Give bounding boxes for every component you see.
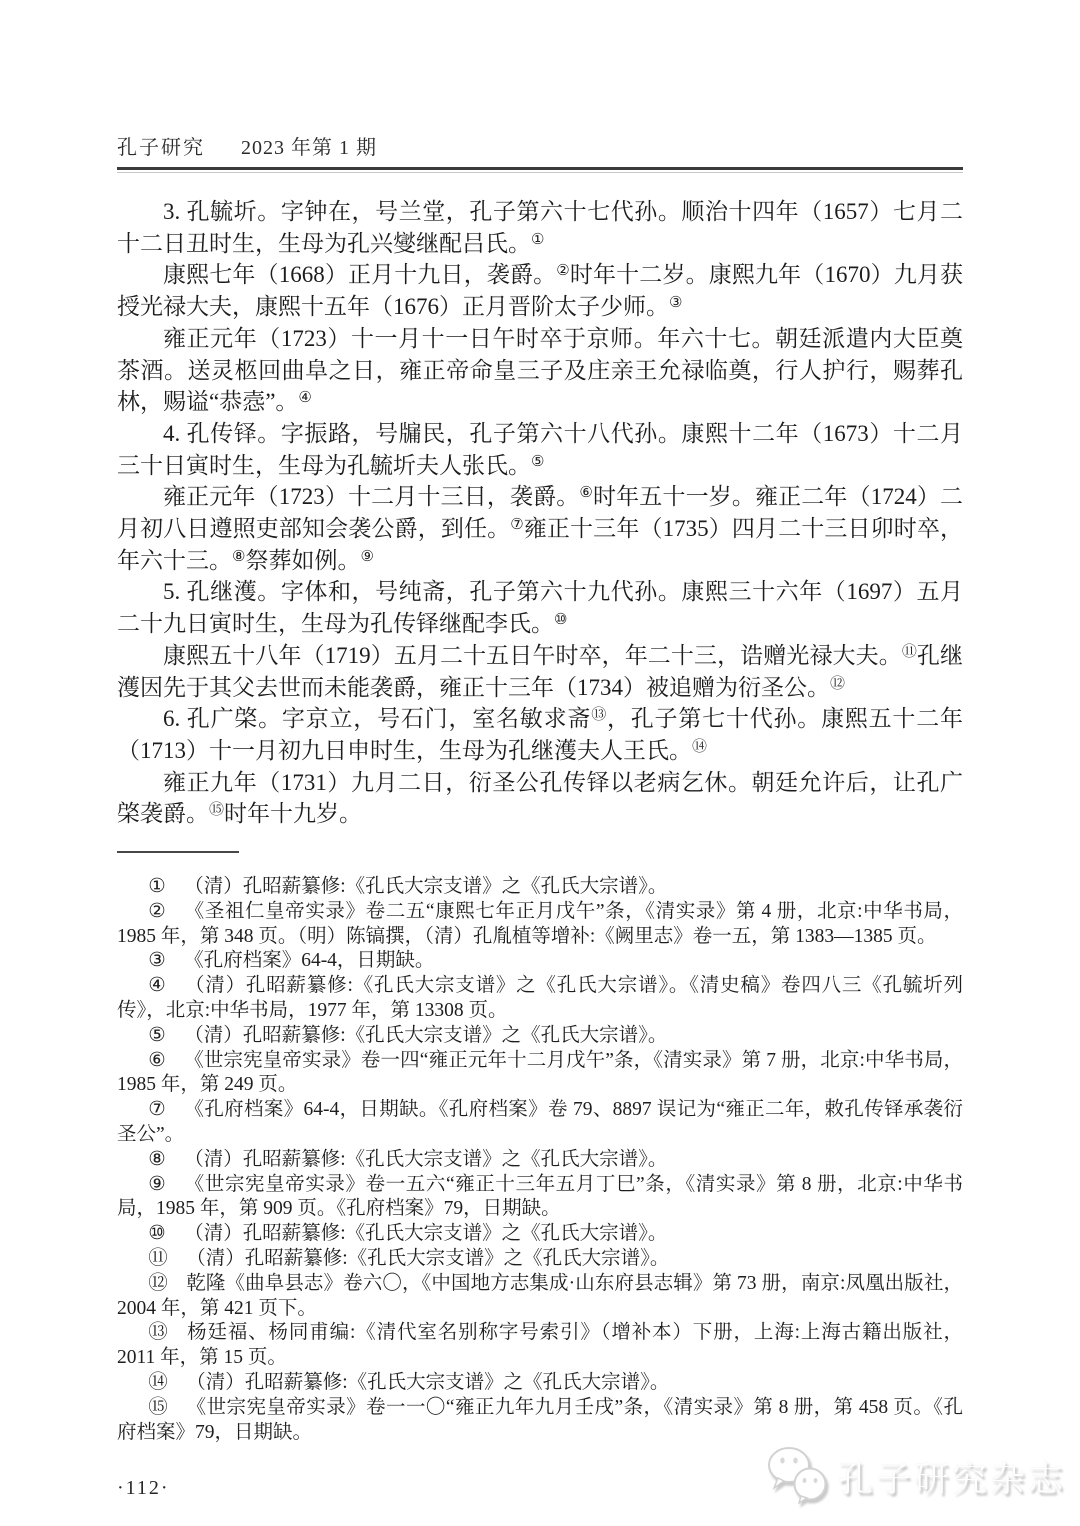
body-paragraph [117,323,963,418]
body-paragraph [117,418,963,481]
text-run: 孔继濩因先于其父去世而未能袭爵，雍正十三年（1734）被追赠为衍圣公。 [117,642,963,700]
footnote-number: ② [148,900,167,922]
body-paragraph [117,481,963,576]
running-header [117,0,963,167]
footnote-item [117,1247,963,1272]
issue-info: 2023 年第 1 期 [241,137,377,159]
text-run: 时年五十一岁。雍正二年（1724）二月初八日遵照吏部知会袭公爵，到任。 [117,484,964,542]
footnote-item [117,1148,963,1173]
footnote-ref: ⑨ [360,548,374,565]
footnote-text: 《世宗宪皇帝实录》卷一一〇“雍正九年九月壬戌”条，《清实录》第 8 册，第 458 页。《孔府档案》79，日期缺。 [117,1396,963,1443]
footnote-number: ⑥ [148,1049,166,1071]
wechat-icon [764,1444,830,1509]
watermark-label: 孔子研究杂志 [837,1459,1066,1499]
text-run: 康熙七年（1668）正月十九日，袭爵。 [163,262,557,288]
footnote-ref: ④ [298,390,312,407]
footnote-text: （清）孔昭薪纂修:《孔氏大宗支谱》之《孔氏大宗谱》。《清史稿》卷四八三《孔毓圻列传》，北京:中华书局，1977 年，第 13308 页。 [117,975,963,1022]
footnote-item [117,875,963,900]
footnote-item [117,900,963,950]
footnote-item [117,1396,963,1446]
body-paragraph [117,640,963,703]
header-rule [117,167,963,170]
footnote-text: 《孔府档案》64-4，日期缺。 [184,950,435,972]
footnote-ref: ⑧ [232,548,246,565]
footnote-ref: ③ [669,295,683,312]
article-paragraphs [117,173,963,830]
text-run: 3. 孔毓圻。字钟在，号兰堂，孔子第六十七代孙。顺治十四年（1657）七月二十二日丑时生，生母为孔兴燮继配吕氏。 [117,199,963,256]
footnote-number: ④ [148,975,167,997]
text-run: 时年十九岁。 [224,801,363,827]
footnote-item [117,1321,963,1371]
footnote-ref: ⑭ [692,738,708,755]
text-run: 4. 孔传铎。字振路，号牖民，孔子第六十八代孙。康熙十二年（1673）十二月三十日寅时生，生母为孔毓圻夫人张氏。 [117,420,963,478]
footnote-text: 杨廷福、杨同甫编:《清代室名别称字号索引》（增补本）下册，上海:上海古籍出版社， 2011 年，第 15 页。 [117,1322,963,1369]
watermark [764,1444,1066,1509]
footnote-ref: ⑥ [579,485,594,502]
footnote-ref: ⑤ [531,453,545,470]
text-run: 6. 孔广棨。字京立，号石门，室名敏求斋 [163,706,592,732]
footnote-text: 《世宗宪皇帝实录》卷一五六“雍正十三年五月丁巳”条，《清实录》第 8 册，北京:中华书局，1985 年，第 909 页。《孔府档案》79，日期缺。 [117,1173,963,1220]
text-run: 雍正元年（1723）十一月十一日午时卒于京师。年六十七。朝廷派遣内大臣奠茶酒。送灵柩回曲阜之日，雍正帝命皇三子及庄亲王允禄临奠，行人护行，赐葬孔林，赐谥“恭悫”。 [117,325,963,415]
body-paragraph [117,259,963,322]
footnote-number: ⑤ [148,1024,166,1046]
body-paragraph [117,703,963,766]
text-run: 时年十二岁。康熙九年（1670）九月获授光禄大夫，康熙十五年（1676）正月晋阶太子少师。 [117,262,964,320]
footnote-number: ⑧ [148,1148,166,1170]
footnote-number: ⑪ [148,1248,168,1270]
footnote-ref: ⑦ [510,517,524,534]
footnote-list [117,853,963,1445]
body-paragraph [117,767,963,830]
footnote-ref: ⑮ [209,802,225,819]
footnote-item [117,1222,963,1247]
footnote-item [117,949,963,974]
text-run: 5. 孔继濩。字体和，号纯斋，孔子第六十九代孙。康熙三十六年（1697）五月二十九日寅时生，生母为孔传铎继配李氏。 [117,579,963,637]
footnote-number: ③ [148,950,166,972]
page-number: ·112· [117,1477,170,1500]
journal-title: 孔子研究 [117,137,205,159]
footnote-text: （清）孔昭薪纂修:《孔氏大宗支谱》之《孔氏大宗谱》。 [186,1248,670,1270]
text-run: 雍正元年（1723）十二月十三日，袭爵。 [163,484,580,510]
footnote-text: （清）孔昭薪纂修:《孔氏大宗支谱》之《孔氏大宗谱》。 [184,1223,668,1245]
footnote-text: （清）孔昭薪纂修:《孔氏大宗支谱》之《孔氏大宗谱》。 [184,1148,668,1170]
footnote-ref: ① [531,231,545,248]
footnote-text: 《孔府档案》64-4，日期缺。《孔府档案》卷 79、8897 误记为“雍正二年，敕孔传铎承袭衍圣公”。 [117,1099,963,1146]
footnote-ref: ⑫ [830,675,846,692]
footnote-number: ⑩ [148,1223,166,1245]
footnote-number: ⑭ [148,1372,168,1393]
footnote-ref: ⑪ [901,643,917,660]
footnote-item [117,1272,963,1322]
footnote-item [117,1371,963,1396]
footnote-text: 《圣祖仁皇帝实录》卷二五“康熙七年正月戊午”条，《清实录》第 4 册，北京:中华书局，1985 年，第 348 页。（明）陈镐撰，（清）孔胤植等增补:《阙里志》卷一五，第 1383—1385 页。 [117,900,963,947]
footnote-ref: ② [556,263,570,280]
footnote-item [117,1173,963,1223]
text-run: 雍正十三年（1735）四月二十三日卯时卒，年六十三。 [117,516,964,573]
footnote-number: ⑬ [148,1322,169,1344]
footnote-number: ⑫ [148,1272,168,1294]
footnote-text: （清）孔昭薪纂修:《孔氏大宗支谱》之《孔氏大宗谱》。 [184,876,668,898]
body-paragraph [117,576,963,639]
footnote-item [117,1024,963,1049]
footnote-number: ⑨ [148,1173,167,1195]
text-run: 祭葬如例。 [245,547,361,573]
footnote-number: ① [148,876,166,898]
text-run: 雍正九年（1731）九月二日，衍圣公孔传铎以老病乞休。朝廷允许后，让孔广棨袭爵。 [117,769,963,827]
text-run: ，孔子第七十代孙。康熙五十二年（1713）十一月初九日申时生，生母为孔继濩夫人王氏。 [117,706,964,763]
footnote-text: 《世宗宪皇帝实录》卷一四“雍正元年十二月戊午”条，《清实录》第 7 册，北京:中华书局， 1985 年，第 249 页。 [117,1049,963,1096]
body-paragraph [117,196,963,259]
footnote-number: ⑦ [148,1099,166,1121]
footnote-text: 乾隆《曲阜县志》卷六〇，《中国地方志集成·山东府县志辑》第 73 册，南京:凤凰出版社， 2004 年，第 421 页下。 [117,1272,963,1319]
footnote-number: ⑮ [148,1396,169,1418]
footnote-ref: ⑩ [554,612,568,629]
text-run: 康熙五十八年（1719）五月二十五日午时卒，年二十三，诰赠光禄大夫。 [163,642,902,668]
footnote-ref: ⑬ [591,707,607,724]
footnote-item [117,1098,963,1148]
footnote-text: （清）孔昭薪纂修:《孔氏大宗支谱》之《孔氏大宗谱》。 [184,1024,668,1046]
footnote-item [117,1049,963,1099]
footnote-item [117,974,963,1024]
footnote-text: （清）孔昭薪纂修:《孔氏大宗支谱》之《孔氏大宗谱》。 [186,1372,670,1393]
